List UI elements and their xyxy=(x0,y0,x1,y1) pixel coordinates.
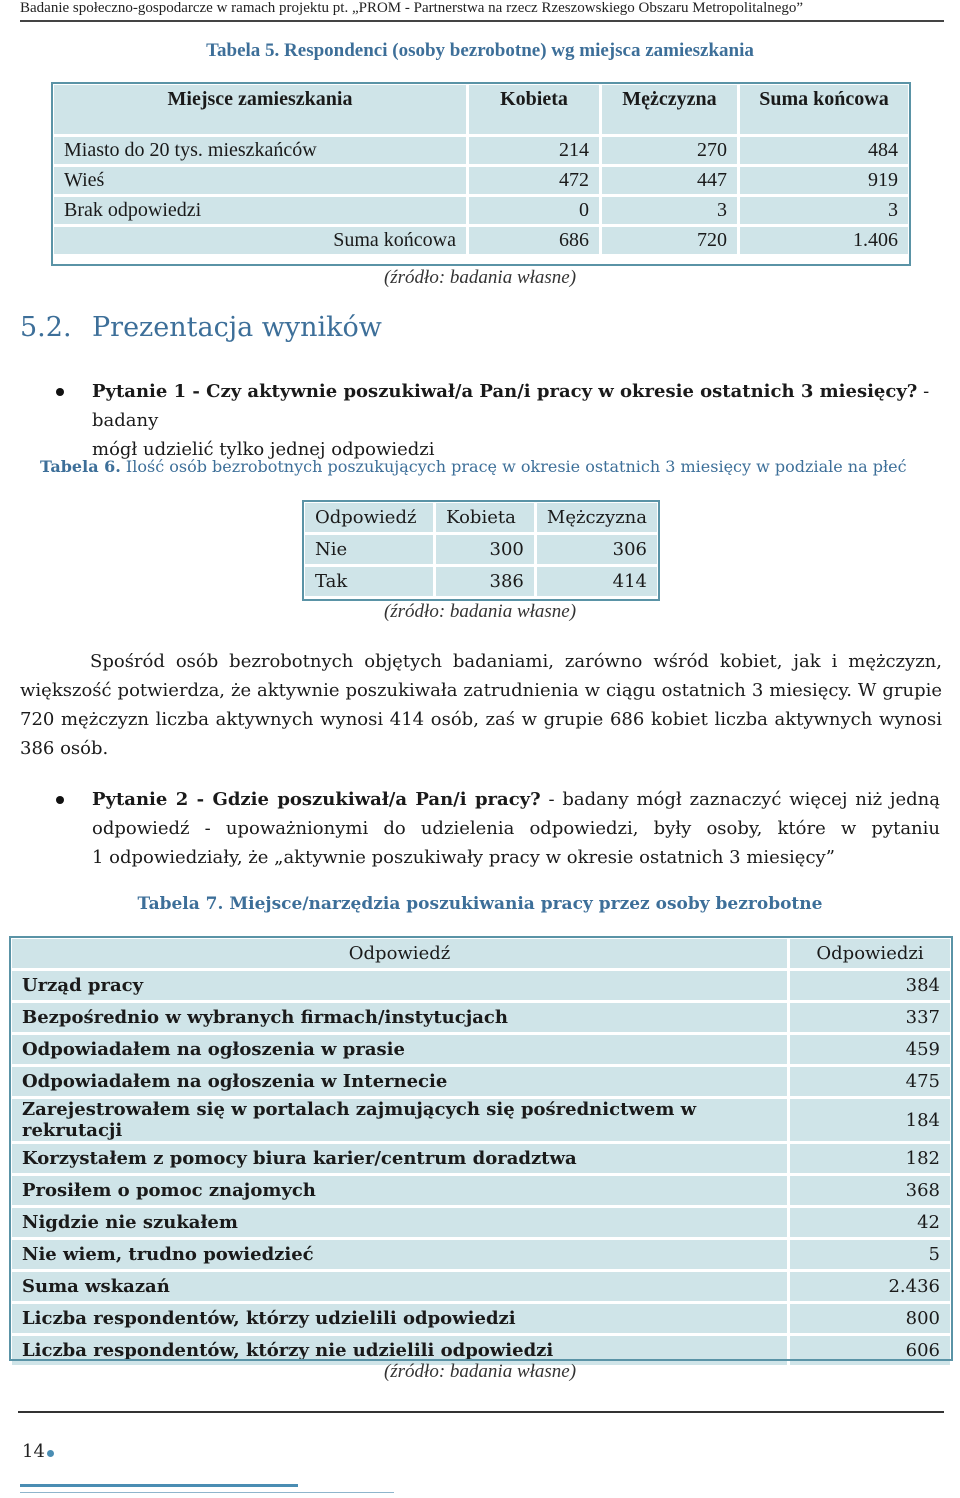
total-count: 919 xyxy=(739,166,910,196)
total-count: 3 xyxy=(739,196,910,226)
row-value: 606 xyxy=(789,1335,952,1367)
row-value: 5 xyxy=(789,1239,952,1271)
table-row xyxy=(304,566,659,598)
table5-col-total: Suma końcowa xyxy=(739,84,910,136)
table-row xyxy=(11,1098,952,1143)
row-label: Liczba respondentów, którzy nie udzielili odpowiedzi xyxy=(11,1335,789,1367)
question2-bold: Pytanie 2 - Gdzie poszukiwał/a Pan/i pracy? xyxy=(92,789,541,810)
table-row xyxy=(53,136,910,166)
header-rule xyxy=(20,20,944,22)
row-label: Prosiłem o pomoc znajomych xyxy=(11,1175,789,1207)
table5-col-place: Miejsce zamieszkania xyxy=(53,84,468,136)
table6-source: (źródło: badania własne) xyxy=(383,601,577,622)
table-row xyxy=(11,1207,952,1239)
question2-line3: 1 odpowiedziały, że „aktywnie poszukiwały pracy w okresie ostatnich 3 miesięcy” xyxy=(92,847,835,868)
row-label: Tak xyxy=(304,566,435,598)
findings-paragraph xyxy=(20,647,942,763)
table5-source: (źródło: badania własne) xyxy=(383,267,577,288)
male-total: 720 xyxy=(601,226,739,256)
section-heading xyxy=(20,312,382,343)
table-row xyxy=(53,196,910,226)
male-count: 270 xyxy=(601,136,739,166)
female-count: 386 xyxy=(435,566,536,598)
table-row xyxy=(304,534,659,566)
running-header: Badanie społeczno-gospodarcze w ramach projektu pt. „PROM - Partnerstwa na rzecz Rzeszowskiego Obszaru Metropolitalnego” xyxy=(20,0,804,16)
male-count: 3 xyxy=(601,196,739,226)
row-label: Nie xyxy=(304,534,435,566)
question1-rest: - badany xyxy=(92,381,930,431)
row-value: 475 xyxy=(789,1066,952,1098)
table-row xyxy=(11,1066,952,1098)
question2-text xyxy=(92,785,940,872)
table6 xyxy=(302,500,660,599)
table6-col-female: Kobieta xyxy=(435,502,536,534)
row-label: Bezpośrednio w wybranych firmach/instytucjach xyxy=(11,1002,789,1034)
row-value: 337 xyxy=(789,1002,952,1034)
bullet-icon xyxy=(56,796,64,804)
row-value: 459 xyxy=(789,1034,952,1066)
row-label: Liczba respondentów, którzy udzielili odpowiedzi xyxy=(11,1303,789,1335)
row-value: 800 xyxy=(789,1303,952,1335)
male-count: 414 xyxy=(535,566,658,598)
row-label: Wieś xyxy=(53,166,468,196)
table6-col-answer: Odpowiedź xyxy=(304,502,435,534)
question2-line2: odpowiedź - upoważnionymi do udzielenia odpowiedzi, były osoby, które w pytaniu xyxy=(92,818,940,839)
table5-col-male: Mężczyzna xyxy=(601,84,739,136)
table6-col-male: Mężczyzna xyxy=(535,502,658,534)
page-dot-icon xyxy=(47,1450,54,1457)
table7-header-row xyxy=(11,938,952,970)
table-row xyxy=(11,1303,952,1335)
section-title: Prezentacja wyników xyxy=(92,312,382,343)
paragraph-line: Spośród osób bezrobotnych objętych badaniami, zarówno wśród kobiet, jak i mężczyzn, xyxy=(90,651,942,672)
footer-rule xyxy=(18,1411,944,1413)
table5-caption: Tabela 5. Respondenci (osoby bezrobotne) wg miejsca zamieszkania xyxy=(206,40,754,61)
female-count: 472 xyxy=(468,166,601,196)
total-count: 484 xyxy=(739,136,910,166)
bullet-icon xyxy=(56,388,64,396)
table6-caption-rest: Ilość osób bezrobotnych poszukujących pracę w okresie ostatnich 3 miesięcy w podziale na płeć xyxy=(120,457,907,476)
row-label: Brak odpowiedzi xyxy=(53,196,468,226)
row-label: Nie wiem, trudno powiedzieć xyxy=(11,1239,789,1271)
row-value: 384 xyxy=(789,970,952,1002)
table-row xyxy=(11,970,952,1002)
row-label: Miasto do 20 tys. mieszkańców xyxy=(53,136,468,166)
question1-bold: Pytanie 1 - Czy aktywnie poszukiwał/a Pan/i pracy w okresie ostatnich 3 miesięcy? xyxy=(92,381,918,402)
table7-col-count: Odpowiedzi xyxy=(789,938,952,970)
table-row xyxy=(11,1239,952,1271)
row-value: 42 xyxy=(789,1207,952,1239)
table6-caption xyxy=(40,457,907,476)
row-value: 184 xyxy=(789,1098,952,1143)
table7-source: (źródło: badania własne) xyxy=(383,1361,577,1382)
table6-header-row xyxy=(304,502,659,534)
table-row xyxy=(11,1175,952,1207)
row-label: Odpowiadałem na ogłoszenia w prasie xyxy=(11,1034,789,1066)
row-value: 368 xyxy=(789,1175,952,1207)
table-row xyxy=(53,166,910,196)
table7-caption: Tabela 7. Miejsce/narzędzia poszukiwania pracy przez osoby bezrobotne xyxy=(137,894,823,914)
male-count: 306 xyxy=(535,534,658,566)
row-label: Korzystałem z pomocy biura karier/centrum doradztwa xyxy=(11,1143,789,1175)
row-value: 2.436 xyxy=(789,1271,952,1303)
female-count: 214 xyxy=(468,136,601,166)
footer-bar xyxy=(20,1484,298,1487)
female-count: 300 xyxy=(435,534,536,566)
paragraph-line: większość potwierdza, że aktywnie poszukiwała zatrudnienia w ciągu ostatnich 3 miesięcy. W grupie xyxy=(20,680,942,701)
table5-header-row xyxy=(53,84,910,136)
question2-line1 xyxy=(92,785,940,814)
question1-text xyxy=(92,377,942,464)
total-label: Suma końcowa xyxy=(53,226,468,256)
table-row xyxy=(11,1034,952,1066)
section-number: 5.2. xyxy=(20,312,72,343)
table7-col-answer: Odpowiedź xyxy=(11,938,789,970)
female-count: 0 xyxy=(468,196,601,226)
footer-line xyxy=(20,1492,394,1493)
row-label: Urząd pracy xyxy=(11,970,789,1002)
table-row xyxy=(11,1143,952,1175)
grand-total: 1.406 xyxy=(739,226,910,256)
row-label: Nigdzie nie szukałem xyxy=(11,1207,789,1239)
paragraph-line: 720 mężczyzn liczba aktywnych wynosi 414 osób, zaś w grupie 686 kobiet liczba aktywnych wynosi xyxy=(20,709,942,730)
question1-line2: mógł udzielić tylko jednej odpowiedzi xyxy=(92,439,435,460)
female-total: 686 xyxy=(468,226,601,256)
page-number: 14 xyxy=(22,1441,45,1462)
row-value: 182 xyxy=(789,1143,952,1175)
table5-total-row xyxy=(53,226,910,256)
table7 xyxy=(9,936,953,1368)
table-row xyxy=(11,1002,952,1034)
table6-caption-prefix: Tabela 6. xyxy=(40,457,121,476)
paragraph-line: 386 osób. xyxy=(20,738,109,759)
row-label: Suma wskazań xyxy=(11,1271,789,1303)
row-label: Odpowiadałem na ogłoszenia w Internecie xyxy=(11,1066,789,1098)
male-count: 447 xyxy=(601,166,739,196)
table5 xyxy=(51,82,911,257)
question2-rest: - badany mógł zaznaczyć więcej niż jedną xyxy=(540,789,940,810)
row-label: Zarejestrowałem się w portalach zajmujących się pośrednictwem w rekrutacji xyxy=(11,1098,789,1143)
table5-col-female: Kobieta xyxy=(468,84,601,136)
table-row xyxy=(11,1271,952,1303)
